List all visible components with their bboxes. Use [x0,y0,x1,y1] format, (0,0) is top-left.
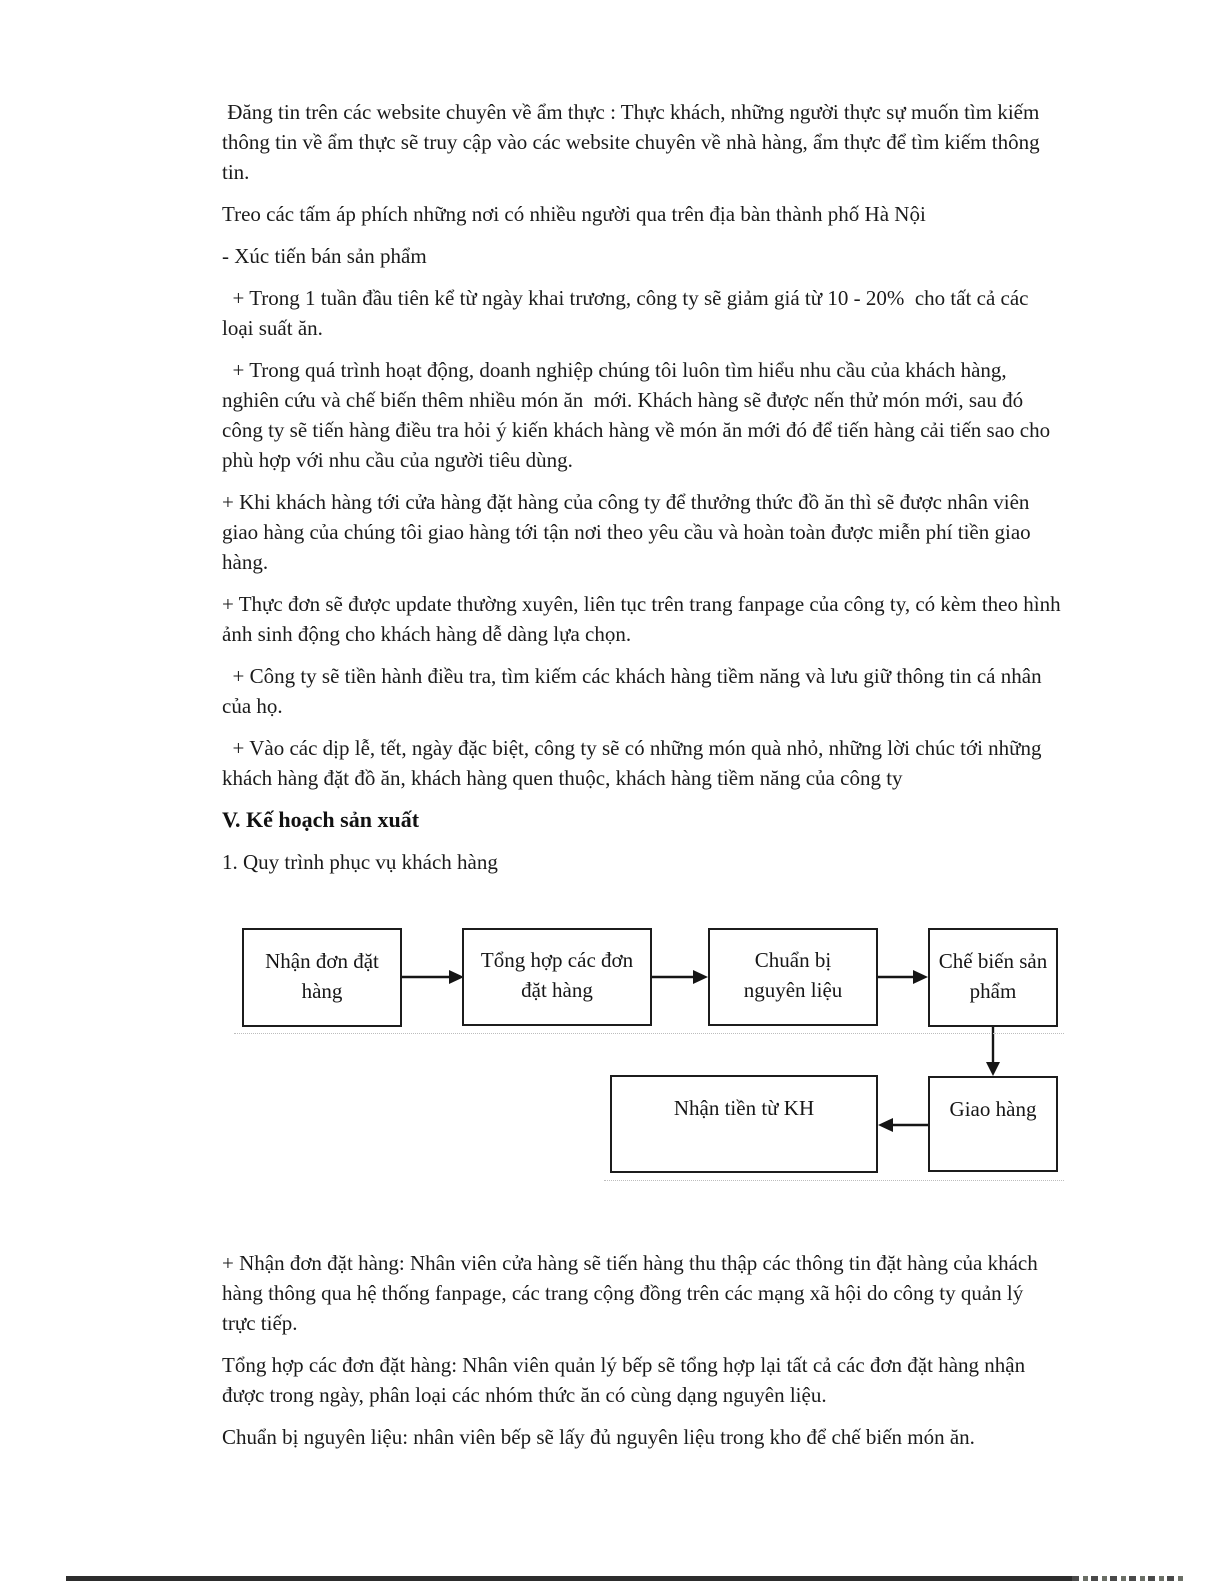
flowchart-box-label: Chế biến sản phẩm [938,948,1048,1003]
paragraph-explain-receive-order: + Nhận đơn đặt hàng: Nhân viên cửa hàng sẽ tiến hàng thu thập các thông tin đặt hàng của khách hàng thông qua hệ thống fanpage, các trang cộng đồng trên các mạng xã hội do công ty quản lý trực tiếp. [222,1251,1043,1335]
flowchart-box-label: Tổng hợp các đơn đặt hàng [480,948,634,1002]
flow-arrow-5 [878,1118,928,1132]
paragraph-explain-aggregate-orders: Tổng hợp các đơn đặt hàng: Nhân viên quản lý bếp sẽ tổng hợp lại tất cả các đơn đặt hàng nhận được trong ngày, phân loại các nhóm thức ăn có cùng dạng nguyên liệu. [222,1353,1031,1407]
flowchart-box-label: Nhận đơn đặt hàng [265,948,379,1003]
flowchart-box-delivery [928,1076,1058,1172]
paragraph-posters: Treo các tấm áp phích những nơi có nhiều người qua trên địa bàn thành phố Hà Nội [222,202,926,226]
flow-arrow-2 [652,970,708,984]
flowchart-box-receive-money [610,1075,878,1173]
paragraph-websites: Đăng tin trên các website chuyên về ẩm thực : Thực khách, những người thực sự muốn tìm kiếm thông tin về ẩm thực sẽ truy cập vào các website chuyên về nhà hàng, ẩm thực để tìm kiếm thông tin. [222,100,1045,184]
section-heading-production-plan: V. Kế hoạch sản xuất [222,807,420,832]
section-subitem-service-process: 1. Quy trình phục vụ khách hàng [222,850,498,874]
page-edge-bar-dashed [1072,1576,1184,1581]
paragraph-explain-prepare-ingredients: Chuẩn bị nguyên liệu: nhân viên bếp sẽ lấy đủ nguyên liệu trong kho để chế biến món ăn. [222,1425,975,1449]
body-text-top [222,97,1066,889]
flowchart-faint-line-row1 [234,1033,1064,1034]
paragraph-new-dishes: + Trong quá trình hoạt động, doanh nghiệp chúng tôi luôn tìm hiểu nhu cầu của khách hàng, nghiên cứu và chế biến thêm nhiều món ăn mới. Khách hàng sẽ được nến thử món mới, sau đó công ty sẽ tiến hàng điều tra hỏi ý kiến khách hàng về món ăn mới đó để tiến hàng cải tiến sao cho phù hợp với nhu cầu của người tiêu dùng. [222,358,1056,472]
flowchart-box-prepare-ingredients [708,928,878,1026]
flowchart-box-process-product [928,928,1058,1027]
paragraph-free-delivery: + Khi khách hàng tới cửa hàng đặt hàng của công ty để thưởng thức đồ ăn thì sẽ được nhân viên giao hàng của chúng tôi giao hàng tới tận nơi theo yêu cầu và hoàn toàn được miễn phí tiền giao hàng. [222,490,1036,574]
flow-arrow-1 [402,970,464,984]
flowchart-faint-line-row2 [604,1180,1064,1181]
flowchart-box-label: Chuẩn bị nguyên liệu [743,948,843,1002]
paragraph-sales-promotion: - Xúc tiến bán sản phẩm [222,244,427,268]
flowchart-box-label: Nhận tiền từ KH [673,1096,815,1120]
flowchart-box-label: Giao hàng [949,1097,1037,1121]
flow-arrow-4 [986,1027,1000,1076]
service-process-flowchart [0,893,1225,1213]
paragraph-holiday-gifts: + Vào các dịp lễ, tết, ngày đặc biệt, công ty sẽ có những món quà nhỏ, những lời chúc tới những khách hàng đặt đồ ăn, khách hàng quen thuộc, khách hàng tiềm năng của công ty [222,736,1047,790]
paragraph-customer-research: + Công ty sẽ tiền hành điều tra, tìm kiếm các khách hàng tiềm năng và lưu giữ thông tin cá nhân của họ. [222,664,1047,718]
flowchart-box-aggregate-orders [462,928,652,1026]
flow-arrow-3 [878,970,928,984]
body-text-bottom [222,1248,1062,1464]
flowchart-box-receive-order [242,928,402,1027]
page-edge-bar [66,1576,1072,1581]
paragraph-opening-discount: + Trong 1 tuần đầu tiên kể từ ngày khai trương, công ty sẽ giảm giá từ 10 - 20% cho tất cả các loại suất ăn. [222,286,1034,340]
paragraph-fanpage-menu: + Thực đơn sẽ được update thường xuyên, liên tục trên trang fanpage của công ty, có kèm theo hình ảnh sinh động cho khách hàng dễ dàng lựa chọn. [222,592,1066,646]
